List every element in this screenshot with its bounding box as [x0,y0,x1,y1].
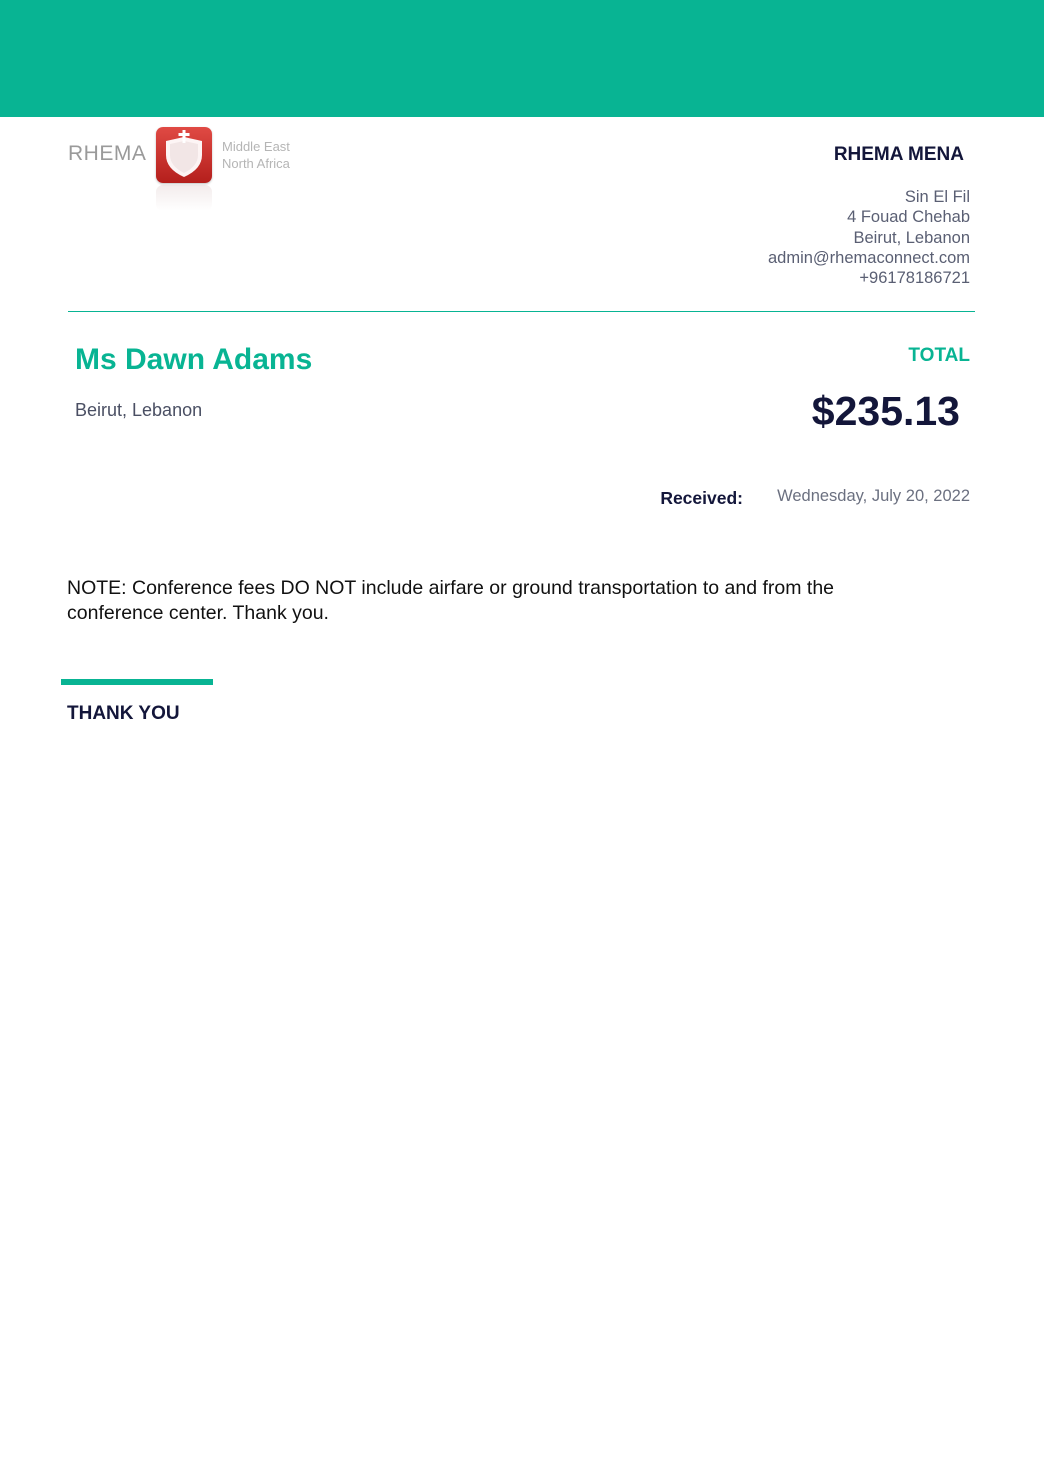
total-label: TOTAL [908,345,970,366]
logo-wordmark: RHEMA [68,142,147,165]
customer-name: Ms Dawn Adams [75,343,313,376]
received-date: Wednesday, July 20, 2022 [777,487,970,505]
address-line: Sin El Fil [904,188,970,206]
company-phone: +96178186721 [859,269,970,288]
total-amount: $235.13 [811,388,960,434]
logo-region-line: Middle East [222,139,290,154]
note-text: NOTE: Conference fees DO NOT include airfare or ground transportation to and from the conference center. Thank you. [67,577,835,624]
logo-reflection [156,185,212,211]
logo-region-line: North Africa [222,156,290,171]
company-email: admin@rhemaconnect.com [767,248,970,267]
company-address [768,187,970,288]
address-line: 4 Fouad Chehab [847,208,970,227]
customer-location: Beirut, Lebanon [75,400,203,420]
shield-cross-icon [156,127,212,183]
thank-you-heading: THANK YOU [67,703,180,724]
thanks-accent-bar [61,679,213,685]
received-label: Received: [660,488,743,508]
section-divider [68,311,975,312]
address-line: Beirut, Lebanon [853,228,970,247]
header-band [0,0,1044,117]
company-name: RHEMA MENA [833,144,964,165]
logo-region-text [222,138,290,172]
company-logo [66,126,306,216]
